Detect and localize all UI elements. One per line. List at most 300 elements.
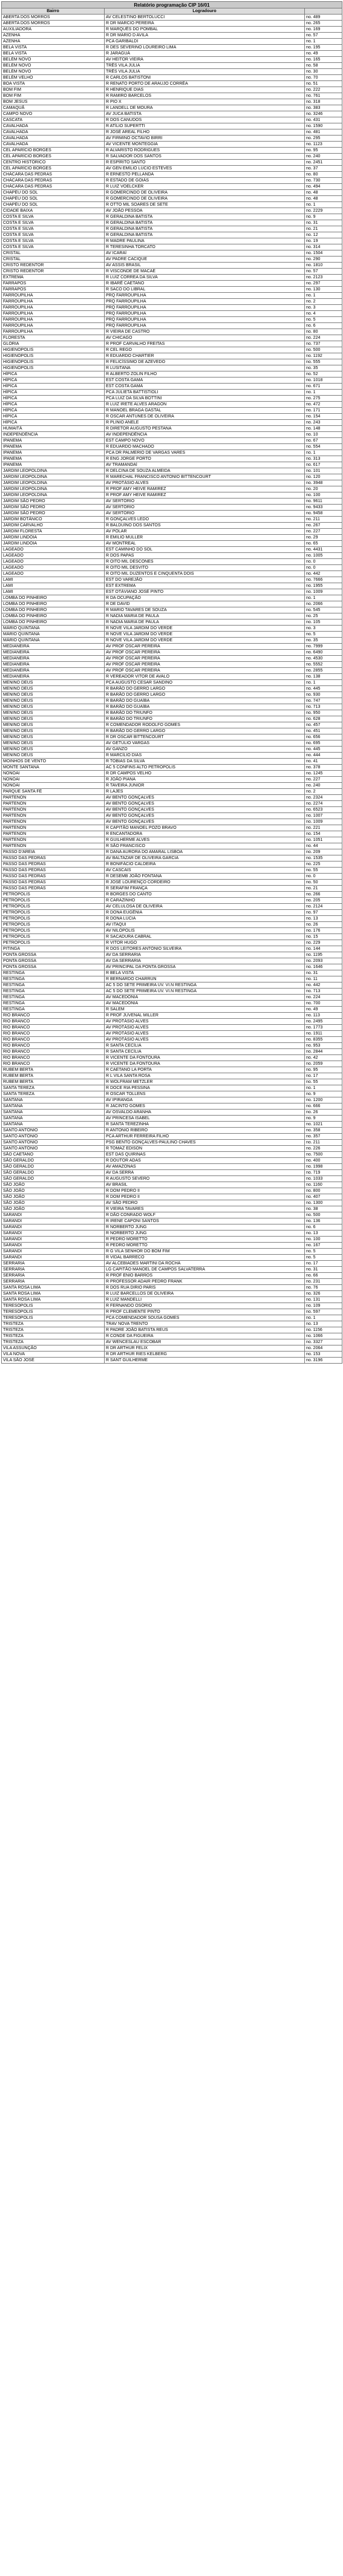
- bairro-cell: PONTA GROSSA: [2, 964, 105, 970]
- table-row: [2, 1249, 342, 1255]
- logradouro-cell: R PROF AMY HEIVE RAMIREZ: [105, 486, 305, 492]
- numero-cell: no. 445: [305, 747, 342, 753]
- logradouro-cell: R BORGES DO CANTO: [105, 892, 305, 898]
- logradouro-cell: R PROF CARVALHO FREITAS: [105, 341, 305, 347]
- table-row: [2, 747, 342, 753]
- table-row: [2, 1073, 342, 1079]
- logradouro-cell: R CONDE DA FIGUEIRA: [105, 1333, 305, 1339]
- table-row: [2, 1206, 342, 1212]
- logradouro-cell: R PROF ENIO BARROS: [105, 1273, 305, 1279]
- logradouro-cell: R BARÃO DO TRIUNFO: [105, 710, 305, 716]
- bairro-cell: SÃO JOÃO: [2, 1206, 105, 1212]
- numero-cell: no. 1: [305, 1315, 342, 1321]
- logradouro-cell: AV CELULOSA DE OLIVEIRA: [105, 904, 305, 910]
- table-row: [2, 928, 342, 934]
- numero-cell: no. 1051: [305, 837, 342, 843]
- numero-cell: no. 2229: [305, 208, 342, 214]
- table-row: [2, 178, 342, 184]
- bairro-cell: MOINHOS DE VENTO: [2, 759, 105, 765]
- table-row: [2, 795, 342, 801]
- table-row: [2, 329, 342, 335]
- table-row: [2, 837, 342, 843]
- table-row: [2, 704, 342, 710]
- numero-cell: no. 445: [305, 686, 342, 692]
- numero-cell: no. 800: [305, 1188, 342, 1194]
- table-row: [2, 1061, 342, 1067]
- numero-cell: no. 1066: [305, 1333, 342, 1339]
- bairro-cell: RIO BRANCO: [2, 1061, 105, 1067]
- table-row: [2, 1091, 342, 1097]
- table-row: [2, 722, 342, 728]
- logradouro-cell: R MANOEL BRAGA GASTAL: [105, 408, 305, 414]
- bairro-cell: CENTRO HISTÓRICO: [2, 160, 105, 166]
- table-row: [2, 45, 342, 51]
- logradouro-cell: R VICENTE DA FONTOURA: [105, 1055, 305, 1061]
- bairro-cell: PETRÓPOLIS: [2, 904, 105, 910]
- numero-cell: no. 49: [305, 1007, 342, 1013]
- bairro-cell: HIGIENÓPOLIS: [2, 365, 105, 371]
- bairro-cell: VILA ASSUNÇÃO: [2, 1345, 105, 1352]
- bairro-cell: TRISTEZA: [2, 1339, 105, 1345]
- bairro-cell: VILA SÃO JOSÉ: [2, 1358, 105, 1364]
- bairro-cell: JARDIM LINDÓIA: [2, 541, 105, 547]
- numero-cell: no. 8355: [305, 1037, 342, 1043]
- numero-cell: no. 1192: [305, 353, 342, 359]
- bairro-cell: NONOAI: [2, 783, 105, 789]
- bairro-cell: NONOAI: [2, 777, 105, 783]
- logradouro-cell: PCA ARTHUR FERREIRA FILHO: [105, 1134, 305, 1140]
- table-row: [2, 765, 342, 771]
- numero-cell: no. 31: [305, 1267, 342, 1273]
- numero-cell: no. 42: [305, 1055, 342, 1061]
- table-row: [2, 595, 342, 601]
- bairro-cell: JARDIM BOTÂNICO: [2, 517, 105, 523]
- table-row: [2, 1327, 342, 1333]
- numero-cell: no. 65: [305, 541, 342, 547]
- logradouro-cell: R PADRE JOÃO BATISTA REUS: [105, 1327, 305, 1333]
- bairro-cell: SARANDI: [2, 1218, 105, 1224]
- logradouro-cell: EST OTÁVIANO JOSÉ PINTO: [105, 589, 305, 595]
- bairro-cell: JARDIM LEOPOLDINA: [2, 468, 105, 474]
- bairro-cell: HÍPICA: [2, 396, 105, 402]
- table-row: [2, 250, 342, 257]
- bairro-cell: CEL APARÍCIO BORGES: [2, 154, 105, 160]
- table-row: [2, 964, 342, 970]
- table-row: [2, 1267, 342, 1273]
- table-row: [2, 976, 342, 982]
- logradouro-cell: R PROF JUVENAL MILLER: [105, 1013, 305, 1019]
- logradouro-cell: R PROFESSOR ADAIR PEDRO FRANK: [105, 1279, 305, 1285]
- table-row: [2, 626, 342, 632]
- numero-cell: no. 2844: [305, 1049, 342, 1055]
- numero-cell: no. 666: [305, 1103, 342, 1110]
- logradouro-cell: AV GANZO: [105, 747, 305, 753]
- logradouro-cell: EST EXTREMA: [105, 583, 305, 589]
- table-row: [2, 813, 342, 819]
- numero-cell: no. 313: [305, 456, 342, 462]
- numero-cell: no. 2124: [305, 904, 342, 910]
- logradouro-cell: PRQ FARROUPILHA: [105, 311, 305, 317]
- table-row: [2, 492, 342, 499]
- logradouro-cell: R BARÃO DO GUAÍBA: [105, 704, 305, 710]
- table-row: [2, 111, 342, 117]
- bairro-cell: RESTINGA: [2, 1007, 105, 1013]
- table-row: [2, 940, 342, 946]
- table-row: [2, 390, 342, 396]
- numero-cell: no. 1646: [305, 964, 342, 970]
- numero-cell: no. 3: [305, 305, 342, 311]
- bairro-cell: CHÁCARA DAS PEDRAS: [2, 172, 105, 178]
- bairro-cell: PARTENON: [2, 825, 105, 831]
- numero-cell: no. 489: [305, 15, 342, 21]
- numero-cell: no. 3196: [305, 1358, 342, 1364]
- logradouro-cell: AV GETÚLIO VARGAS: [105, 740, 305, 747]
- numero-cell: no. 2495: [305, 1019, 342, 1025]
- bairro-cell: SANTA TEREZA: [2, 1085, 105, 1091]
- bairro-cell: SARANDI: [2, 1243, 105, 1249]
- logradouro-cell: AV ASSIS BRASIL: [105, 263, 305, 269]
- logradouro-cell: R RAMIRO BARCELOS: [105, 93, 305, 99]
- table-row: [2, 21, 342, 27]
- table-row: [2, 535, 342, 541]
- logradouro-cell: EST COSTA GAMA: [105, 378, 305, 384]
- bairro-cell: FARROUPILHA: [2, 299, 105, 305]
- bairro-cell: HÍPICA: [2, 378, 105, 384]
- bairro-cell: SANTO ANTÔNIO: [2, 1128, 105, 1134]
- logradouro-cell: PCA GARIBALDI: [105, 39, 305, 45]
- table-row: [2, 807, 342, 813]
- logradouro-cell: R LUIZ BARCELLOS DE OLIVEIRA: [105, 1291, 305, 1297]
- numero-cell: no. 31: [305, 220, 342, 226]
- logradouro-cell: R NORBERTO JUNG: [105, 1231, 305, 1237]
- numero-cell: no. 9611: [305, 499, 342, 505]
- numero-cell: no. 1: [305, 202, 342, 208]
- bairro-cell: JARDIM LEOPOLDINA: [2, 474, 105, 480]
- numero-cell: no. 1955: [305, 583, 342, 589]
- table-row: [2, 1297, 342, 1303]
- numero-cell: no. 231: [305, 1279, 342, 1285]
- bairro-cell: PASSO DAS PEDRAS: [2, 874, 105, 880]
- table-row: [2, 408, 342, 414]
- table-row: [2, 1158, 342, 1164]
- logradouro-cell: R JACINTO GOMES: [105, 1103, 305, 1110]
- table-row: [2, 831, 342, 837]
- bairro-cell: LOMBA DO PINHEIRO: [2, 595, 105, 601]
- table-row: [2, 1218, 342, 1224]
- bairro-cell: MEDIANEIRA: [2, 668, 105, 674]
- logradouro-cell: AV SERTÓRIO: [105, 499, 305, 505]
- table-row: [2, 1013, 342, 1019]
- logradouro-cell: AV BALTAZAR DE OLIVEIRA GARCIA: [105, 855, 305, 861]
- numero-cell: no. 761: [305, 93, 342, 99]
- table-row: [2, 39, 342, 45]
- table-row: [2, 1085, 342, 1091]
- logradouro-cell: AV DA SERRA: [105, 1170, 305, 1176]
- bairro-cell: PASSO DAS PEDRAS: [2, 868, 105, 874]
- logradouro-cell: R DOS LEITORES ANTÔNIO SILVEIRA: [105, 946, 305, 952]
- bairro-cell: PETRÓPOLIS: [2, 940, 105, 946]
- bairro-cell: PARTENON: [2, 831, 105, 837]
- numero-cell: no. 1200: [305, 1097, 342, 1103]
- bairro-cell: HIGIENÓPOLIS: [2, 353, 105, 359]
- table-row: [2, 989, 342, 995]
- logradouro-cell: R VICENTE DA FONTOURA: [105, 1061, 305, 1067]
- bairro-cell: LAGEADO: [2, 553, 105, 559]
- bairro-cell: LAGEADO: [2, 565, 105, 571]
- logradouro-cell: AV DA SERRARIA: [105, 958, 305, 964]
- bairro-cell: PARTENON: [2, 807, 105, 813]
- bairro-cell: PETRÓPOLIS: [2, 898, 105, 904]
- table-row: [2, 105, 342, 111]
- bairro-cell: RESTINGA: [2, 976, 105, 982]
- bairro-cell: JARDIM SÃO PEDRO: [2, 511, 105, 517]
- logradouro-cell: R OTTO MIL SOARES DE SETE: [105, 202, 305, 208]
- logradouro-cell: R AUGUSTO SEVERO: [105, 1176, 305, 1182]
- numero-cell: no. 176: [305, 928, 342, 934]
- bairro-cell: SÃO CAETANO: [2, 1152, 105, 1158]
- logradouro-cell: R JOSÉ LOURENÇO CORDEIRO: [105, 880, 305, 886]
- logradouro-cell: TRÊS VILA JÚLIA: [105, 63, 305, 69]
- bairro-cell: SÃO GERALDO: [2, 1158, 105, 1164]
- logradouro-cell: AV MONTREAL: [105, 541, 305, 547]
- table-row: [2, 880, 342, 886]
- table-row: [2, 1170, 342, 1176]
- bairro-cell: CAMAQUÃ: [2, 105, 105, 111]
- bairro-cell: FARRAPOS: [2, 287, 105, 293]
- bairro-cell: VILA NOVA: [2, 1352, 105, 1358]
- table-row: [2, 184, 342, 190]
- bairro-cell: SANTA ROSA LIMA: [2, 1291, 105, 1297]
- logradouro-cell: R MADRE PAULINA: [105, 238, 305, 244]
- logradouro-cell: R SERAFIM FRANÇA: [105, 886, 305, 892]
- numero-cell: no. 1245: [305, 771, 342, 777]
- logradouro-cell: R NORBERTO JUNG: [105, 1224, 305, 1231]
- numero-cell: no. 1021: [305, 1122, 342, 1128]
- logradouro-cell: EST COSTA GAMA: [105, 384, 305, 390]
- numero-cell: no. 13: [305, 1231, 342, 1237]
- numero-cell: no. 240: [305, 154, 342, 160]
- bairro-cell: RESTINGA: [2, 995, 105, 1001]
- logradouro-cell: R EDUARDO MACHADO: [105, 444, 305, 450]
- bairro-cell: MENINO DEUS: [2, 704, 105, 710]
- numero-cell: no. 224: [305, 335, 342, 341]
- logradouro-cell: R SANT GUILHERME: [105, 1358, 305, 1364]
- logradouro-cell: R ENG JORGE PORTO: [105, 456, 305, 462]
- table-row: [2, 299, 342, 305]
- table-row: [2, 402, 342, 408]
- logradouro-cell: R BARÃO DO GERRO LARGO: [105, 728, 305, 734]
- numero-cell: no. 226: [305, 1146, 342, 1152]
- numero-cell: no. 6523: [305, 807, 342, 813]
- table-row: [2, 1200, 342, 1206]
- logradouro-cell: R DOCE RIA PESSINA: [105, 1085, 305, 1091]
- table-row: [2, 220, 342, 226]
- bairro-cell: MENINO DEUS: [2, 753, 105, 759]
- numero-cell: no. 9458: [305, 511, 342, 517]
- table-row: [2, 559, 342, 565]
- table-row: [2, 934, 342, 940]
- bairro-cell: RIO BRANCO: [2, 1025, 105, 1031]
- logradouro-cell: AV PROTÁSIO ALVES: [105, 1037, 305, 1043]
- numero-cell: no. 66: [305, 1273, 342, 1279]
- logradouro-cell: AV OSVALDO ARANHA: [105, 1110, 305, 1116]
- table-row: [2, 305, 342, 311]
- logradouro-cell: R SANTA CECÍLIA: [105, 1049, 305, 1055]
- numero-cell: no. 2093: [305, 958, 342, 964]
- numero-cell: no. 154: [305, 831, 342, 837]
- logradouro-cell: R GERALDINA BATISTA: [105, 226, 305, 232]
- logradouro-cell: R PROF AMY HEIVE RAMIREZ: [105, 492, 305, 499]
- bairro-cell: FARRAPOS: [2, 281, 105, 287]
- logradouro-cell: AV WENCESLAU ESCOBAR: [105, 1339, 305, 1345]
- table-row: [2, 753, 342, 759]
- numero-cell: no. 275: [305, 396, 342, 402]
- logradouro-cell: R BARÃO DO GUAÍBA: [105, 698, 305, 704]
- logradouro-cell: R FELICÍSSIMO DE AZEVEDO: [105, 359, 305, 365]
- logradouro-cell: AV DA SERRARIA: [105, 952, 305, 958]
- numero-cell: no. 1160: [305, 1182, 342, 1188]
- table-row: [2, 1333, 342, 1339]
- logradouro-cell: R OITO MIL DUZENTOS E CINQUENTA DOIS: [105, 571, 305, 577]
- bairro-cell: BELÉM NOVO: [2, 57, 105, 63]
- table-row: [2, 226, 342, 232]
- table-row: [2, 577, 342, 583]
- numero-cell: no. 1773: [305, 1025, 342, 1031]
- numero-cell: no. 500: [305, 347, 342, 353]
- bairro-cell: MENINO DEUS: [2, 722, 105, 728]
- numero-cell: no. 2451: [305, 160, 342, 166]
- numero-cell: no. 9: [305, 1091, 342, 1097]
- numero-cell: no. 953: [305, 1043, 342, 1049]
- table-row: [2, 583, 342, 589]
- table-row: [2, 644, 342, 650]
- numero-cell: no. 35: [305, 638, 342, 644]
- bairro-cell: PONTA GROSSA: [2, 952, 105, 958]
- logradouro-cell: R MARCÍLIO DIAS: [105, 753, 305, 759]
- numero-cell: no. 55: [305, 1079, 342, 1085]
- numero-cell: no. 131: [305, 1297, 342, 1303]
- logradouro-cell: R SACADURA CABRAL: [105, 934, 305, 940]
- numero-cell: no. 5552: [305, 662, 342, 668]
- bairro-cell: COSTA E SILVA: [2, 220, 105, 226]
- logradouro-cell: R DES SEVERINO LOUREIRO LIMA: [105, 45, 305, 51]
- table-row: [2, 51, 342, 57]
- bairro-cell: RUBEM BERTA: [2, 1073, 105, 1079]
- logradouro-cell: R BARÃO DO TRIUNFO: [105, 716, 305, 722]
- numero-cell: no. 555: [305, 359, 342, 365]
- numero-cell: no. 444: [305, 753, 342, 759]
- bairro-cell: SÃO GERALDO: [2, 1170, 105, 1176]
- logradouro-cell: R OITO MIL DESCONES: [105, 559, 305, 565]
- numero-cell: no. 2059: [305, 1061, 342, 1067]
- logradouro-cell: R ENCANTADORA: [105, 831, 305, 837]
- table-row: [2, 1116, 342, 1122]
- logradouro-cell: AV JUCA BATISTA: [105, 111, 305, 117]
- table-row: [2, 232, 342, 238]
- numero-cell: no. 265: [305, 21, 342, 27]
- bairro-cell: JARDIM LEOPOLDINA: [2, 492, 105, 499]
- numero-cell: no. 1590: [305, 123, 342, 129]
- logradouro-cell: AV BRASIL: [105, 1182, 305, 1188]
- table-row: [2, 1285, 342, 1291]
- table-row: [2, 269, 342, 275]
- numero-cell: no. 2066: [305, 601, 342, 607]
- numero-cell: no. 50: [305, 880, 342, 886]
- logradouro-cell: AV MACEDÔNIA: [105, 1001, 305, 1007]
- bairro-cell: RESTINGA: [2, 982, 105, 989]
- bairro-cell: EXTREMA: [2, 275, 105, 281]
- table-row: [2, 1043, 342, 1049]
- numero-cell: no. 11: [305, 976, 342, 982]
- bairro-cell: PETRÓPOLIS: [2, 934, 105, 940]
- logradouro-cell: AC 5 CONFINS ALTO PETRÓPOLIS: [105, 765, 305, 771]
- numero-cell: no. 1156: [305, 1327, 342, 1333]
- logradouro-cell: AV NILÓPOLIS: [105, 928, 305, 934]
- logradouro-cell: PCA AUGUSTO CESAR SANDINO: [105, 680, 305, 686]
- bairro-cell: HIGIENÓPOLIS: [2, 359, 105, 365]
- numero-cell: no. 6: [305, 1224, 342, 1231]
- bairro-cell: CEL APARÍCIO BORGES: [2, 148, 105, 154]
- table-row: [2, 892, 342, 898]
- logradouro-cell: AV POLAR: [105, 529, 305, 535]
- bairro-cell: BOM FIM: [2, 87, 105, 93]
- logradouro-cell: AV BENTO GONÇALVES: [105, 795, 305, 801]
- table-row: [2, 692, 342, 698]
- numero-cell: no. 7999: [305, 644, 342, 650]
- numero-cell: no. 21: [305, 226, 342, 232]
- numero-cell: no. 17: [305, 1261, 342, 1267]
- bairro-cell: FARROUPILHA: [2, 317, 105, 323]
- table-row: [2, 1176, 342, 1182]
- numero-cell: no. 431: [305, 117, 342, 123]
- bairro-cell: LAMI: [2, 583, 105, 589]
- numero-cell: no. 472: [305, 402, 342, 408]
- bairro-cell: PARTENON: [2, 813, 105, 819]
- bairro-cell: SANTANA: [2, 1122, 105, 1128]
- logradouro-cell: PRQ FARROUPILHA: [105, 317, 305, 323]
- bairro-cell: HÍPICA: [2, 420, 105, 426]
- table-row: [2, 843, 342, 849]
- numero-cell: no. 5: [305, 1249, 342, 1255]
- bairro-cell: PARTENON: [2, 795, 105, 801]
- table-row: [2, 117, 342, 123]
- table-row: [2, 154, 342, 160]
- table-row: [2, 656, 342, 662]
- bairro-cell: CAVALHADA: [2, 136, 105, 142]
- numero-cell: no. 1300: [305, 1200, 342, 1206]
- logradouro-cell: R DÃO CONRADO WOLF: [105, 1212, 305, 1218]
- bairro-cell: IPANEMA: [2, 450, 105, 456]
- bairro-cell: MEDIANEIRA: [2, 674, 105, 680]
- bairro-cell: TERESÓPOLIS: [2, 1303, 105, 1309]
- bairro-cell: COSTA E SILVA: [2, 214, 105, 220]
- table-row: [2, 1188, 342, 1194]
- bairro-cell: PETRÓPOLIS: [2, 928, 105, 934]
- table-row: [2, 1339, 342, 1345]
- table-row: [2, 1122, 342, 1128]
- bairro-cell: MENINO DEUS: [2, 698, 105, 704]
- logradouro-cell: R G VILA SENHOR DO BOM FIM: [105, 1249, 305, 1255]
- numero-cell: no. 617: [305, 462, 342, 468]
- table-row: [2, 668, 342, 674]
- table-row: [2, 874, 342, 880]
- table-row: [2, 196, 342, 202]
- table-body: [2, 15, 342, 1364]
- numero-cell: no. 240: [305, 783, 342, 789]
- table-row: [2, 1146, 342, 1152]
- bairro-cell: SÃO GERALDO: [2, 1164, 105, 1170]
- numero-cell: no. 12: [305, 232, 342, 238]
